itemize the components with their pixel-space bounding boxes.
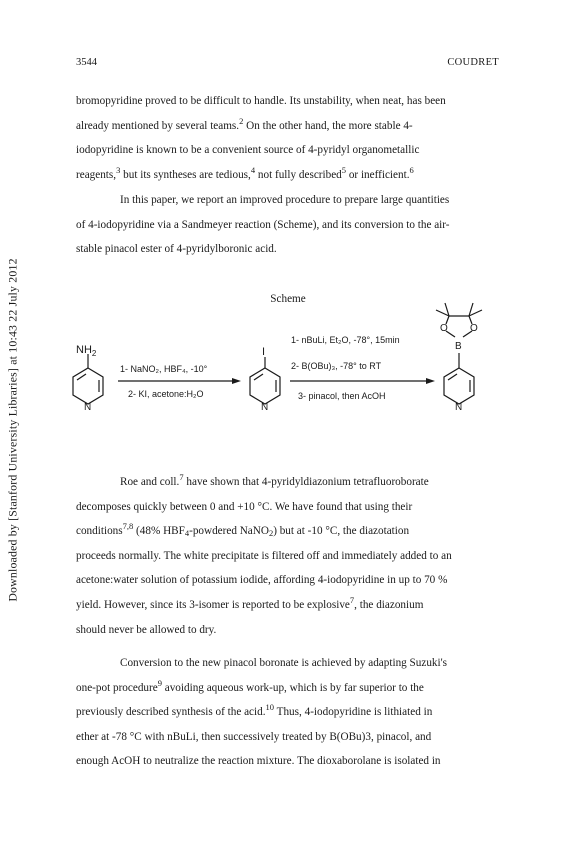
nitrogen-label-3: N	[455, 402, 463, 413]
arrowhead-1	[232, 378, 241, 384]
text-line: Conversion to the new pinacol boronate is achieved by adapting Suzuki's	[120, 657, 447, 669]
citation-ref: 5	[341, 164, 347, 175]
download-notice: Downloaded by [Stanford University Libraries] at 10:43 22 July 2012	[5, 258, 20, 602]
oxygen-label-right: O	[470, 323, 478, 334]
iodine-label: I	[262, 346, 266, 358]
paragraph-diazotation	[76, 470, 499, 642]
citation-ref: 6	[409, 164, 414, 175]
paragraph-boronate	[76, 651, 499, 774]
boron-label: B	[455, 341, 462, 352]
citation-ref: 10	[265, 702, 275, 713]
paragraph-aim	[76, 188, 499, 262]
step2-condition-3: 3- pinacol, then AcOH	[298, 391, 386, 401]
text-line: reagents,$^3$ but its syntheses are tedious,$^4$ not fully described$^5$ or inefficient.$^6$	[76, 164, 414, 181]
text-line: already mentioned by several teams.$^2$ On the other hand, the more stable 4-	[76, 115, 413, 132]
text-line: bromopyridine proved to be difficult to handle. Its unstability, when neat, has been	[76, 95, 446, 107]
citation-ref: 7	[179, 472, 184, 482]
citation-ref: 4	[250, 164, 256, 175]
running-title: COUDRET	[447, 57, 499, 68]
step1-condition-2: 2- KI, acetone:H₂O	[128, 389, 204, 399]
oxygen-label-left: O	[440, 323, 448, 334]
step1-condition-1: 1- NaNO₂, HBF₄, -10°	[120, 364, 208, 374]
nitrogen-label-2: N	[261, 402, 269, 413]
text-line: conditions$^{7,8}$ (48% $HBF_4$-powdered NaNO$_2$) but at -10 °C, the diazotation	[76, 521, 410, 539]
nitrogen-label-1: N	[84, 402, 92, 413]
iodopyridine-ring	[250, 357, 280, 404]
page-number: 3544	[76, 57, 97, 68]
text-line: proceeds normally. The white precipitate is filtered off and immediately added to an	[76, 549, 452, 562]
text-line: yield. However, since its 3-isomer is reported to be explosive$^7$, the diazonium	[76, 594, 424, 611]
text-line: of 4-iodopyridine via a Sandmeyer reaction (Scheme), and its conversion to the air-	[76, 218, 450, 231]
text-line: should never be allowed to dry.	[76, 623, 217, 636]
text-line: one-pot procedure$^9$ avoiding aqueous work-up, which is by far superior to the	[76, 677, 424, 694]
amine-label: $NH_2$	[76, 344, 97, 358]
aminopyridine-ring	[73, 354, 103, 404]
text-line: In this paper, we report an improved procedure to prepare large quantities	[120, 194, 450, 206]
step2-condition-1: 1- nBuLi, Et₂O, -78°, 15min	[291, 335, 400, 345]
text-line: previously described synthesis of the acid.$^{10}$ Thus, 4-iodopyridine is lithiated in	[76, 702, 433, 719]
citation-ref: 2	[239, 115, 244, 126]
scheme-title: Scheme	[270, 293, 306, 305]
citation-ref: 9	[157, 677, 162, 688]
text-line: stable pinacol ester of 4-pyridylboronic acid.	[76, 243, 277, 256]
boronate-pyridine-ring	[444, 353, 474, 404]
citation-ref: 3	[116, 164, 121, 175]
text-line: enough AcOH to neutralize the reaction mixture. The dioxaborolane is isolated in	[76, 755, 441, 768]
step2-condition-2: 2- B(OBu)₃, -78° to RT	[291, 361, 382, 371]
citation-ref: 7,8	[122, 521, 134, 532]
citation-ref: 7	[349, 594, 355, 605]
paragraph-intro	[76, 89, 499, 187]
arrowhead-2	[426, 378, 435, 384]
text-line: decomposes quickly between 0 and +10 °C. We have found that using their	[76, 500, 413, 513]
text-line: Roe and coll.$^7$ have shown that 4-pyridyldiazonium tetrafluoroborate	[120, 472, 429, 488]
text-line: ether at -78 °C with nBuLi, then successively treated by B(OBu)3, pinacol, and	[76, 730, 432, 743]
text-line: iodopyridine is known to be a convenient source of 4-pyridyl organometallic	[76, 144, 420, 157]
text-line: acetone:water solution of potassium iodide, affording 4-iodopyridine in up to 70 %	[76, 574, 448, 587]
pinacol-ring	[436, 303, 482, 337]
